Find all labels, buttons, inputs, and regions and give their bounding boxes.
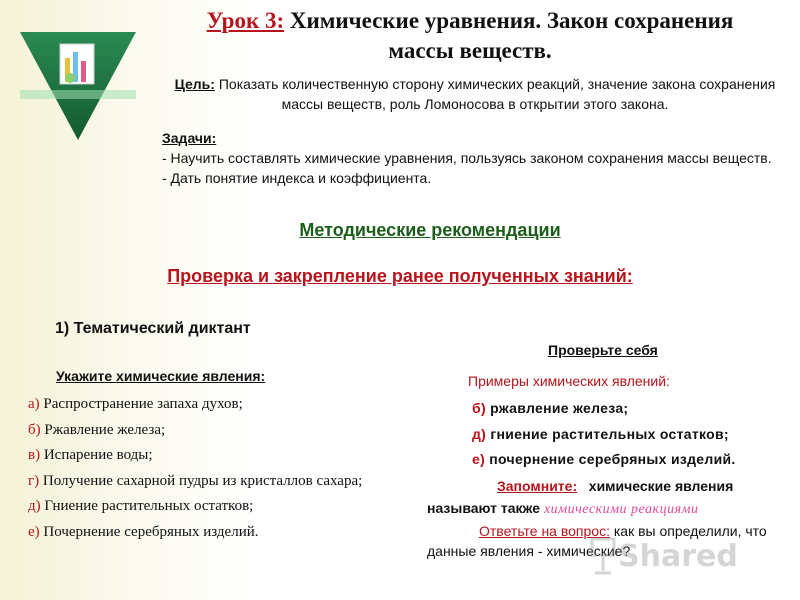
list-item	[28, 469, 438, 495]
list-item	[28, 392, 438, 418]
list-item	[472, 422, 736, 448]
example-text: почернение серебряных изделий.	[485, 451, 736, 467]
example-letter: д)	[472, 425, 487, 442]
check-title: Проверьте себя	[548, 342, 658, 358]
remember-text-1: химические явления	[588, 478, 734, 494]
option-letter: г)	[28, 472, 40, 489]
remember-block	[427, 475, 777, 521]
option-letter: в)	[28, 447, 41, 463]
dictation-instruction: Укажите химические явления:	[56, 368, 266, 384]
option-text: Гниение растительных остатков;	[40, 498, 254, 514]
lesson-number: Урок 3:	[206, 8, 285, 33]
list-item	[472, 396, 736, 422]
option-letter: д)	[28, 498, 41, 514]
presentation-stand-icon	[590, 535, 616, 575]
page-title	[150, 6, 790, 66]
dictation-options	[28, 392, 438, 545]
answer-label: Ответьте на вопрос:	[479, 523, 610, 539]
watermark	[590, 535, 795, 585]
option-text: Ржавление железа;	[40, 421, 166, 438]
title-line-1: Химические уравнения. Закон сохранения	[289, 8, 734, 33]
option-text: Распространение запаха духов;	[39, 396, 243, 412]
tasks-label: Задачи:	[162, 130, 217, 146]
lesson-logo	[18, 28, 138, 143]
goal-label: Цель:	[174, 76, 215, 92]
remember-term: химическими реакциями	[543, 502, 699, 517]
list-item	[28, 418, 438, 444]
list-item	[472, 447, 736, 473]
option-letter: б)	[28, 421, 41, 438]
dictation-title: 1) Тематический диктант	[55, 320, 251, 337]
list-item	[28, 443, 438, 469]
title-line-2: массы веществ.	[388, 38, 552, 63]
option-text: Почернение серебряных изделий.	[39, 523, 259, 540]
example-letter: е)	[472, 451, 486, 467]
option-text: Испарение воды;	[40, 447, 153, 463]
review-heading: Проверка и закрепление ранее полученных знаний:	[167, 266, 633, 286]
list-item	[28, 520, 438, 546]
remember-text-2: называют также	[427, 500, 541, 516]
task-item: - Научить составлять химические уравнения, пользуясь законом сохранения массы веществ.	[162, 150, 772, 166]
method-heading: Методические рекомендации	[299, 220, 561, 240]
remember-label: Запомните:	[497, 478, 578, 494]
example-text: гниение растительных остатков;	[486, 425, 729, 442]
tasks-block	[162, 128, 782, 188]
goal-text: Показать количественную сторону химических реакций, значение закона сохранения массы веществ, роль Ломоносова в открытии этого закона.	[218, 76, 776, 112]
flask-logo-icon	[18, 28, 138, 143]
list-item	[28, 494, 438, 520]
watermark-text: Shared	[618, 539, 738, 574]
example-letter: б)	[472, 400, 486, 416]
option-letter: е)	[28, 523, 40, 540]
goal-block	[165, 74, 785, 114]
task-item: - Дать понятие индекса и коэффициента.	[162, 170, 432, 186]
example-text: ржавление железа;	[485, 400, 629, 416]
option-letter: а)	[28, 396, 40, 412]
answer-text: как вы определили, что данные явления - химические?	[427, 523, 767, 559]
option-text: Получение сахарной пудры из кристаллов сахара;	[39, 472, 363, 489]
examples-heading: Примеры химических явлений:	[468, 373, 670, 389]
examples-list	[472, 396, 736, 473]
